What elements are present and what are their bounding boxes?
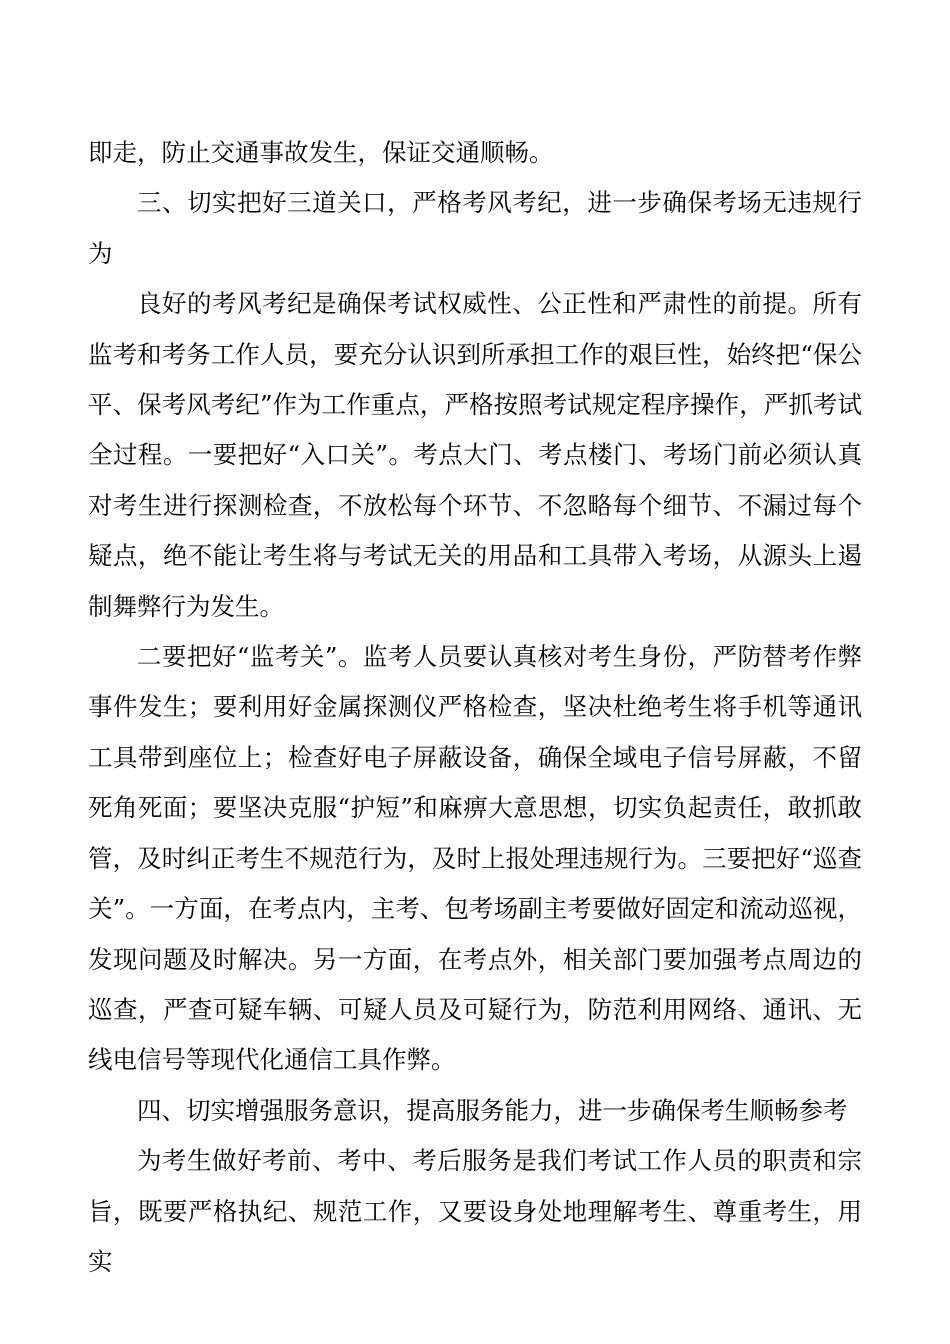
section-heading-3: 三、切实把好三道关口，严格考风考纪，进一步确保考场无违规行为 [88,188,862,268]
paragraph-invigilation: 二要把好“监考关”。监考人员要认真核对考生身份，严防替考作弊事件发生；要利用好金属探测仪严格检查，坚决杜绝考生将手机等通讯工具带到座位上；检查好电子屏蔽设备，确保全域电子信号屏蔽，不留死角死面；要坚决克服“护短”和麻痹大意思想，切实负起责任，敢抓敢管，及时纠正考生不规范行为，及时上报处理违规行为。三要把好“巡查关”。一方面，在考点内，主考、包考场副主考要做好固定和流动巡视，发现问题及时解决。另一方面，在考点外，相关部门要加强考点周边的巡查，严查可疑车辆、可疑人员及可疑行为，防范利用网络、通讯、无线电信号等现代化通信工具作弊。 [88,642,862,1075]
paragraph-exam-discipline: 良好的考风考纪是确保考试权威性、公正性和严肃性的前提。所有监考和考务工作人员，要充分认识到所承担工作的艰巨性，始终把“保公平、保考风考纪”作为工作重点，严格按照考试规定程序操作，严抓考试全过程。一要把好“入口关”。考点大门、考点楼门、考场门前必须认真对考生进行探测检查，不放松每个环节、不忽略每个细节、不漏过每个疑点，绝不能让考生将与考试无关的用品和工具带入考场，从源头上遏制舞弊行为发生。 [88,289,862,621]
document-body [88,128,862,1287]
paragraph-continuation: 即走，防止交通事故发生，保证交通顺畅。 [88,138,554,167]
section-heading-4: 四、切实增强服务意识，提高服务能力，进一步确保考生顺畅参考 [137,1095,848,1125]
paragraph-service: 为考生做好考前、考中、考后服务是我们考试工作人员的职责和宗旨，既要严格执纪、规范工作，又要设身处地理解考生、尊重考生，用实 [88,1146,862,1276]
